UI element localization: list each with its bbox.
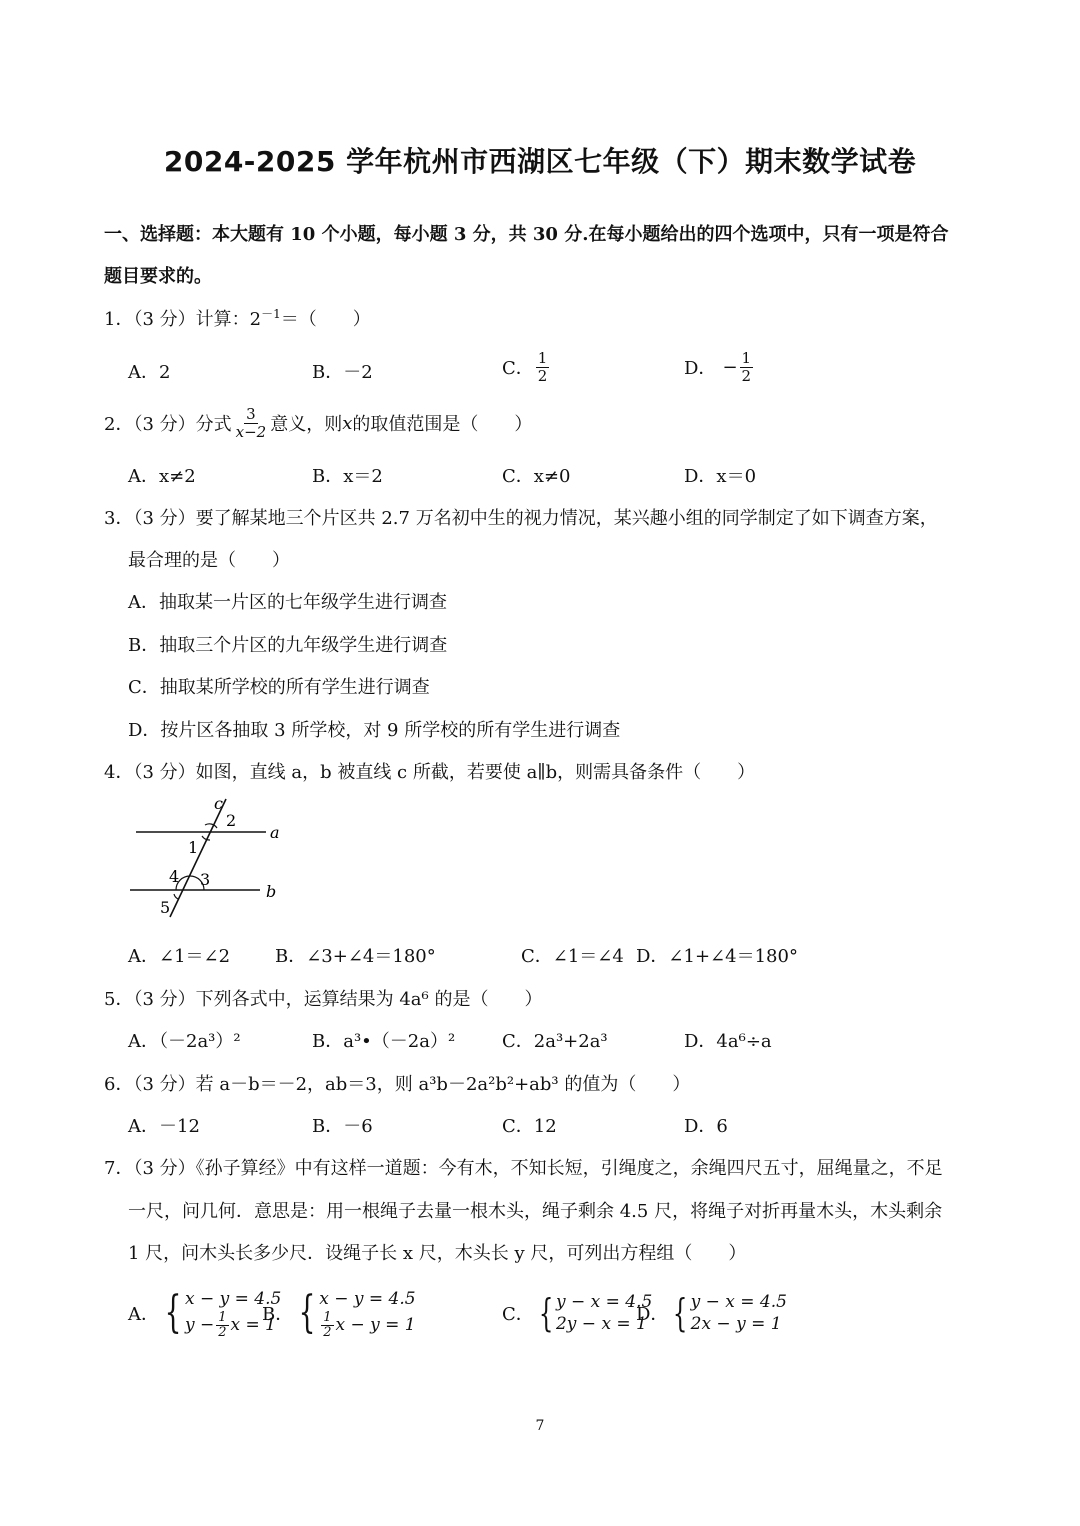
question-3-option-d: D．按片区各抽取 3 所学校，对 9 所学校的所有学生进行调查	[128, 720, 621, 741]
question-3-stem-line2: 最合理的是（ ）	[128, 550, 290, 571]
fraction-numerator: 1	[537, 348, 548, 367]
brace-icon: {	[164, 1287, 182, 1338]
question-6-option-a: A．－12	[128, 1116, 200, 1137]
question-7-option-a-label: A．	[128, 1304, 159, 1325]
equation-2	[319, 1311, 415, 1340]
label-1: 1	[188, 838, 199, 857]
label-5: 5	[160, 898, 171, 917]
question-3-option-b: B．抽取三个片区的九年级学生进行调查	[128, 635, 448, 656]
equation-1: x − y = 4.5	[319, 1288, 416, 1309]
question-6-option-b: B．－6	[312, 1116, 373, 1137]
angle-2-arc	[205, 824, 217, 828]
fraction-denominator: 2	[741, 366, 752, 385]
question-2-variable: x	[342, 412, 353, 434]
question-1-stem-suffix: ＝（ ）	[280, 309, 371, 330]
line-c	[170, 799, 226, 917]
fraction-denominator: 2	[537, 366, 548, 385]
question-4-stem: 4．（3 分）如图，直线 a，b 被直线 c 所截，若要使 a∥b，则需具备条件（ ）	[104, 762, 756, 783]
question-1-option-d	[684, 344, 755, 390]
fraction-numerator: 3	[246, 404, 256, 423]
question-7-option-c-label: C．	[502, 1304, 534, 1325]
question-4-option-d: D．∠1+∠4＝180°	[636, 946, 798, 967]
question-1-option-d-label: D．	[684, 358, 717, 379]
question-1-option-c-label: C．	[502, 358, 534, 379]
question-6-option-d: D．6	[684, 1116, 728, 1137]
question-7-stem-line3: 1 尺，问木头长多少尺．设绳子长 x 尺，木头长 y 尺，可列出方程组（ ）	[128, 1243, 747, 1264]
fraction-denominator: 2	[323, 1324, 332, 1340]
equation-2-prefix: y −	[185, 1315, 215, 1335]
page-number: 7	[535, 1418, 545, 1434]
section-heading-line2: 题目要求的。	[104, 266, 212, 287]
question-7-option-a	[128, 1282, 281, 1344]
brace-icon: {	[538, 1291, 554, 1335]
equation-2: 2x − y = 1	[690, 1314, 782, 1334]
label-3: 3	[200, 870, 211, 889]
label-2: 2	[226, 811, 237, 830]
equation-system	[534, 1291, 653, 1335]
page-title: 2024-2025 学年杭州市西湖区七年级（下）期末数学试卷	[163, 145, 917, 178]
question-7-option-d-label: D．	[636, 1304, 669, 1325]
equation-2: 2y − x = 1	[555, 1314, 647, 1334]
equation-system	[668, 1291, 787, 1335]
section-heading-line1: 一、选择题：本大题有 10 个小题，每小题 3 分，共 30 分.在每小题给出的四个选项中，只有一项是符合	[104, 224, 949, 245]
question-1-option-d-sign: −	[722, 356, 738, 378]
question-7-option-b	[262, 1282, 416, 1344]
fraction-denominator: 2	[218, 1324, 227, 1340]
question-1-stem	[104, 305, 371, 331]
question-4-option-a: A．∠1＝∠2	[128, 946, 231, 967]
question-6-option-c: C．12	[502, 1116, 557, 1137]
question-1-option-d-fraction	[740, 350, 754, 385]
question-2-option-d: D．x＝0	[684, 466, 757, 487]
equation-fraction	[216, 1311, 228, 1340]
equation-2-suffix: x − y = 1	[335, 1315, 416, 1335]
question-3-option-c: C．抽取某所学校的所有学生进行调查	[128, 677, 430, 698]
question-7-option-d	[636, 1286, 787, 1340]
question-2-stem-suffix-2: 的取值范围是（ ）	[352, 414, 533, 435]
question-3-option-a: A．抽取某一片区的七年级学生进行调查	[128, 592, 447, 613]
question-2-option-a: A．x≠2	[128, 466, 196, 487]
question-2-stem-suffix-1: 意义，则	[270, 414, 343, 435]
question-2-stem	[104, 400, 532, 446]
label-a: a	[270, 823, 280, 842]
fraction-denominator: x−2	[235, 422, 267, 441]
question-4-option-c: C．∠1＝∠4	[521, 946, 624, 967]
brace-icon: {	[673, 1291, 688, 1335]
question-2-fraction	[234, 406, 269, 441]
question-2-option-c: C．x≠0	[502, 466, 571, 487]
question-4-figure	[126, 795, 296, 925]
question-2-stem-prefix: 2．（3 分）分式	[104, 414, 232, 435]
fraction-numerator: 1	[218, 1309, 227, 1325]
question-5-option-b: B．a³•（－2a）²	[312, 1031, 456, 1052]
label-c: c	[214, 795, 223, 813]
label-b: b	[266, 882, 277, 901]
question-5-option-d: D．4a⁶÷a	[684, 1031, 772, 1052]
question-3-stem-line1: 3．（3 分）要了解某地三个片区共 2.7 万名初中生的视力情况，某兴趣小组的同学制定了如下调查方案，	[104, 508, 938, 529]
question-1-option-c	[502, 344, 551, 390]
question-1-option-b: B．－2	[312, 362, 373, 383]
fraction-numerator: 1	[741, 348, 752, 367]
question-7-option-b-label: B．	[262, 1304, 294, 1325]
question-1-exponent: －1	[261, 307, 281, 321]
equation-1: y − x = 4.5	[555, 1292, 653, 1312]
question-7-stem-line1: 7．（3 分）《孙子算经》中有这样一道题：今有木，不知长短，引绳度之，余绳四尺五寸，屈绳量之，不足	[104, 1158, 943, 1179]
question-4-option-b: B．∠3+∠4＝180°	[275, 946, 436, 967]
equation-2-suffix: x = 1	[230, 1315, 277, 1335]
label-4: 4	[169, 867, 180, 886]
equation-system	[293, 1287, 415, 1340]
question-7-option-c	[502, 1286, 652, 1340]
question-6-stem: 6．（3 分）若 a－b＝－2，ab＝3，则 a³b－2a²b²+ab³ 的值为（ ）	[104, 1074, 691, 1095]
question-2-option-b: B．x＝2	[312, 466, 383, 487]
question-5-stem: 5．（3 分）下列各式中，运算结果为 4a⁶ 的是（ ）	[104, 989, 543, 1010]
fraction-numerator: 1	[323, 1309, 332, 1325]
equation-1: x − y = 4.5	[185, 1288, 282, 1309]
question-1-option-a: A．2	[128, 362, 171, 383]
question-1-stem-prefix: 1．（3 分）计算：2	[104, 309, 262, 330]
angle-5-arc	[174, 894, 178, 899]
question-5-option-a: A．（－2a³）²	[128, 1031, 241, 1052]
brace-icon: {	[298, 1287, 316, 1338]
question-5-option-c: C．2a³+2a³	[502, 1031, 608, 1052]
equation-fraction	[321, 1311, 333, 1340]
question-1-option-c-fraction	[536, 350, 550, 385]
equation-1: y − x = 4.5	[690, 1292, 787, 1312]
question-7-stem-line2: 一尺，问几何．意思是：用一根绳子去量一根木头，绳子剩余 4.5 尺，将绳子对折再量木头，木头剩余	[128, 1201, 943, 1222]
